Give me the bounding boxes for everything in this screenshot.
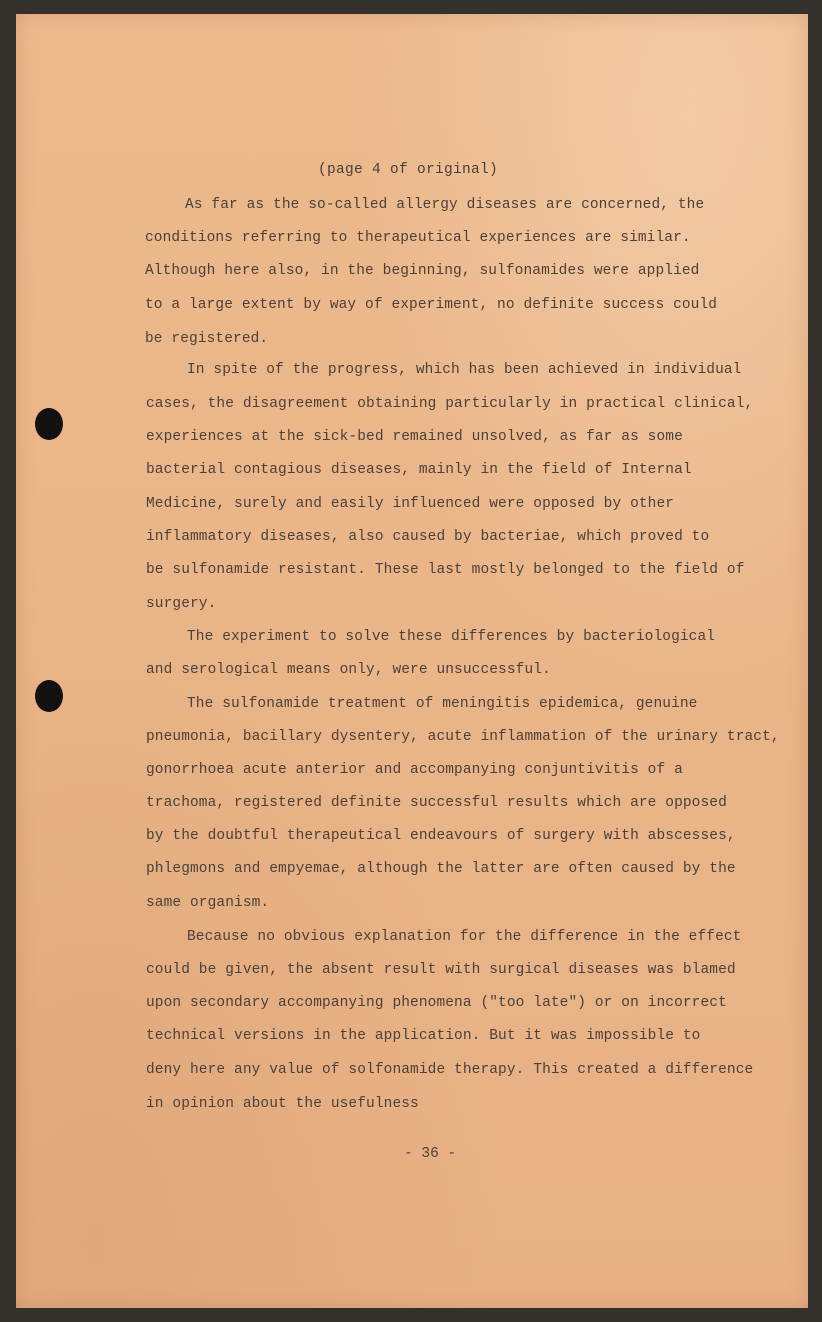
text-line: inflammatory diseases, also caused by bacteriae, which proved to [146,529,710,545]
text-line: technical versions in the application. But it was impossible to [146,1028,701,1044]
text-line: trachoma, registered definite successful results which are opposed [146,795,727,811]
text-line: same organism. [146,895,270,911]
text-line: The experiment to solve these differences by bacteriological [187,629,716,645]
text-line: by the doubtful therapeutical endeavours of surgery with abscesses, [146,828,736,844]
text-line: In spite of the progress, which has been achieved in individual [187,362,742,378]
text-line: Because no obvious explanation for the difference in the effect [187,929,742,945]
text-line: gonorrhoea acute anterior and accompanying conjuntivitis of a [146,762,683,778]
text-line: The sulfonamide treatment of meningitis epidemica, genuine [187,696,698,712]
text-line: bacterial contagious diseases, mainly in the field of Internal [146,462,692,478]
page-header: (page 4 of original) [318,162,499,178]
text-line: Medicine, surely and easily influenced were opposed by other [146,496,675,512]
text-line: be sulfonamide resistant. These last mostly belonged to the field of [146,562,745,578]
text-line: As far as the so-called allergy diseases are concerned, the [185,197,705,213]
text-line: could be given, the absent result with surgical diseases was blamed [146,962,736,978]
text-line: surgery. [146,596,217,612]
text-line: Although here also, in the beginning, sulfonamides were applied [145,263,700,279]
page-number: - 36 - [404,1146,457,1162]
text-line: experiences at the sick-bed remained unsolved, as far as some [146,429,683,445]
text-line: upon secondary accompanying phenomena ("too late") or on incorrect [146,995,727,1011]
text-line: to a large extent by way of experiment, no definite success could [145,297,718,313]
text-line: deny here any value of solfonamide therapy. This created a difference [146,1062,754,1078]
text-line: be registered. [145,331,269,347]
text-line: cases, the disagreement obtaining particularly in practical clinical, [146,396,754,412]
text-line: and serological means only, were unsuccessful. [146,662,551,678]
text-line: in opinion about the usefulness [146,1096,419,1112]
text-line: conditions referring to therapeutical experiences are similar. [145,230,691,246]
text-line: phlegmons and empyemae, although the latter are often caused by the [146,861,736,877]
text-line: pneumonia, bacillary dysentery, acute inflammation of the urinary tract, [146,729,780,745]
